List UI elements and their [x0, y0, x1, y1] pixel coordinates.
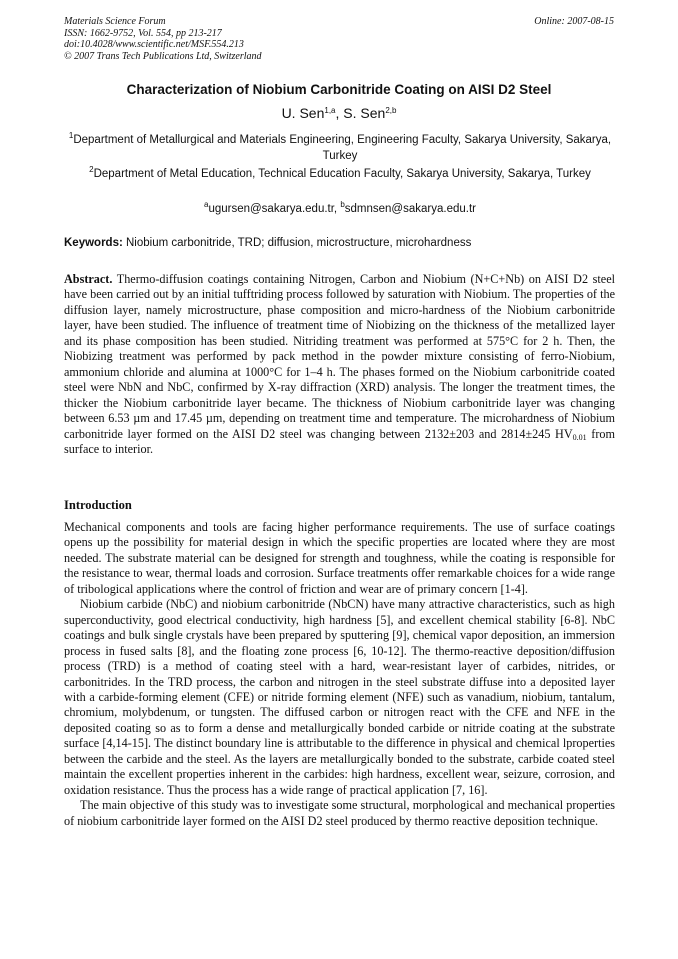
- author-2-name: S. Sen: [343, 105, 386, 121]
- author-2-superscript: 2,b: [385, 106, 397, 115]
- affiliation-2-number: 2: [89, 165, 94, 174]
- author-1-superscript: 1,a: [324, 106, 336, 115]
- keywords-label: Keywords:: [64, 237, 123, 249]
- issn-line: ISSN: 1662-9752, Vol. 554, pp 213-217: [64, 27, 222, 39]
- keywords: [64, 237, 616, 249]
- affiliation-1-number: 1: [68, 131, 74, 140]
- affiliation-2: [64, 166, 616, 182]
- abstract: [64, 272, 615, 457]
- hv-subscript: 0.01: [572, 432, 587, 442]
- introduction-body: [64, 520, 615, 829]
- intro-paragraph-3: The main objective of this study was to investigate some structural, morphological and mechanical properties of niobium carbonitride layer formed on the AISI D2 steel produced by thermo reactive deposition technique.: [64, 798, 615, 828]
- email-line: [64, 200, 616, 215]
- author-separator: ,: [335, 105, 344, 121]
- online-date: Online: 2007-08-15: [534, 16, 614, 27]
- journal-name: Materials Science Forum: [64, 16, 166, 27]
- copyright-line: © 2007 Trans Tech Publications Ltd, Switzerland: [64, 50, 262, 62]
- affiliation-2-text: Department of Metal Education, Technical Education Faculty, Sakarya University, Sakarya, Turkey: [93, 168, 591, 180]
- affiliation-1: [64, 132, 616, 164]
- affiliation-1-text: Department of Metallurgical and Materials Engineering, Engineering Faculty, Sakarya University, Sakarya, Turkey: [73, 134, 612, 162]
- author-1-name: U. Sen: [281, 105, 325, 121]
- keywords-text: Niobium carbonitride, TRD; diffusion, microstructure, microhardness: [122, 237, 472, 249]
- paper-title: Characterization of Niobium Carbonitride Coating on AISI D2 Steel: [126, 82, 552, 97]
- abstract-tail: from surface to interior.: [64, 426, 615, 456]
- intro-paragraph-1: Mechanical components and tools are facing higher performance requirements. The use of surface coatings opens up the possibility for material design in which the specific properties are located where they are most needed. The substrate material can be designed for strength and toughness, while the coating is responsible for the resistance to wear, thermal loads and corrosion. Surface treatments offer remarkable choices for a wide range of tribological applications where the control of friction and wear are of primary concern [1-4].: [64, 520, 615, 596]
- author-line: [40, 105, 638, 121]
- abstract-label: Abstract.: [64, 272, 113, 286]
- section-heading-introduction: Introduction: [64, 498, 132, 512]
- doi-line[interactable]: doi:10.4028/www.scientific.net/MSF.554.213: [64, 39, 244, 50]
- email-a-label: a: [204, 200, 209, 209]
- email-a[interactable]: ugursen@sakarya.edu.tr,: [208, 203, 341, 215]
- email-b-label: b: [340, 200, 345, 209]
- journal-header: [64, 16, 614, 62]
- email-b[interactable]: sdmnsen@sakarya.edu.tr: [344, 203, 476, 215]
- intro-paragraph-2: Niobium carbide (NbC) and niobium carbonitride (NbCN) have many attractive characteristics, such as high superconductivity, good electrical conductivity, high hardness [5], and excellent chemical stability [6-8]. NbC coatings and bulk single crystals have been prepared by sputtering [9], chemical vapor deposition, an immersion process in fused salts [8], and the floating zone process [6, 10-12]. The thermo-reactive deposition/diffusion process (TRD) is a method of coating steel with a hard, wear-resistant layer of carbides, nitrides, or carbonitrides. In the TRD process, the carbon and nitrogen in the steel substrate diffuse into a deposited layer with a carbide-forming element (CFE) or nitride forming element (NFE) such as vanadium, niobium, tantalum, chromium, molybdenum, or tungsten. The diffused carbon or nitrogen react with the CFE and NFE in the deposited coating so as to form a dense and metallurgically bonded carbide or nitride coating at the substrate surface [4,14-15]. The distinct boundary line is attributable to the difference in physical and chemical lproperties between the carbide and the steel. As the layers are metallurgically bonded to the substrate, carbide coated steel maintain the excellent properties inherent in the carbides: high hardness, excellent wear, seizure, corrosion, and oxidation resistance. Thus the process has a wide range of practical application [7, 16].: [64, 597, 615, 797]
- abstract-text: Thermo-diffusion coatings containing Nitrogen, Carbon and Niobium (N+C+Nb) on AISI D2 steel have been carried out by an initial tufftriding process followed by saturation with Niobium. The properties of the diffusion layer, namely microstructure, phase composition and micro-hardness of the Niobium carbonitride layer, have been studied. The influence of treatment time of Niobizing on the thickness of the metallized layer and its phase composition has been studied. Nitriding treatment was performed at 575°C for 2 h. Then, the Niobizing treatment was performed by pack method in the powder mixture consisting of ferro-Niobium, ammonium chloride and alumina at 1000°C for 1–4 h. The phases formed on the Niobium carbonitride coated steel were NbN and NbC, confirmed by X-ray diffraction (XRD) analysis. The longer the treatment times, the thicker the Niobium carbonitride layer became. The thickness of Niobium carbonitride layer was changing between 6.53 µm and 17.45 µm, depending on treatment time and temperature. The microhardness of Niobium carbonitride layer formed on the AISI D2 steel was changing between 2132±203 and 2814±245 HV: [64, 272, 615, 441]
